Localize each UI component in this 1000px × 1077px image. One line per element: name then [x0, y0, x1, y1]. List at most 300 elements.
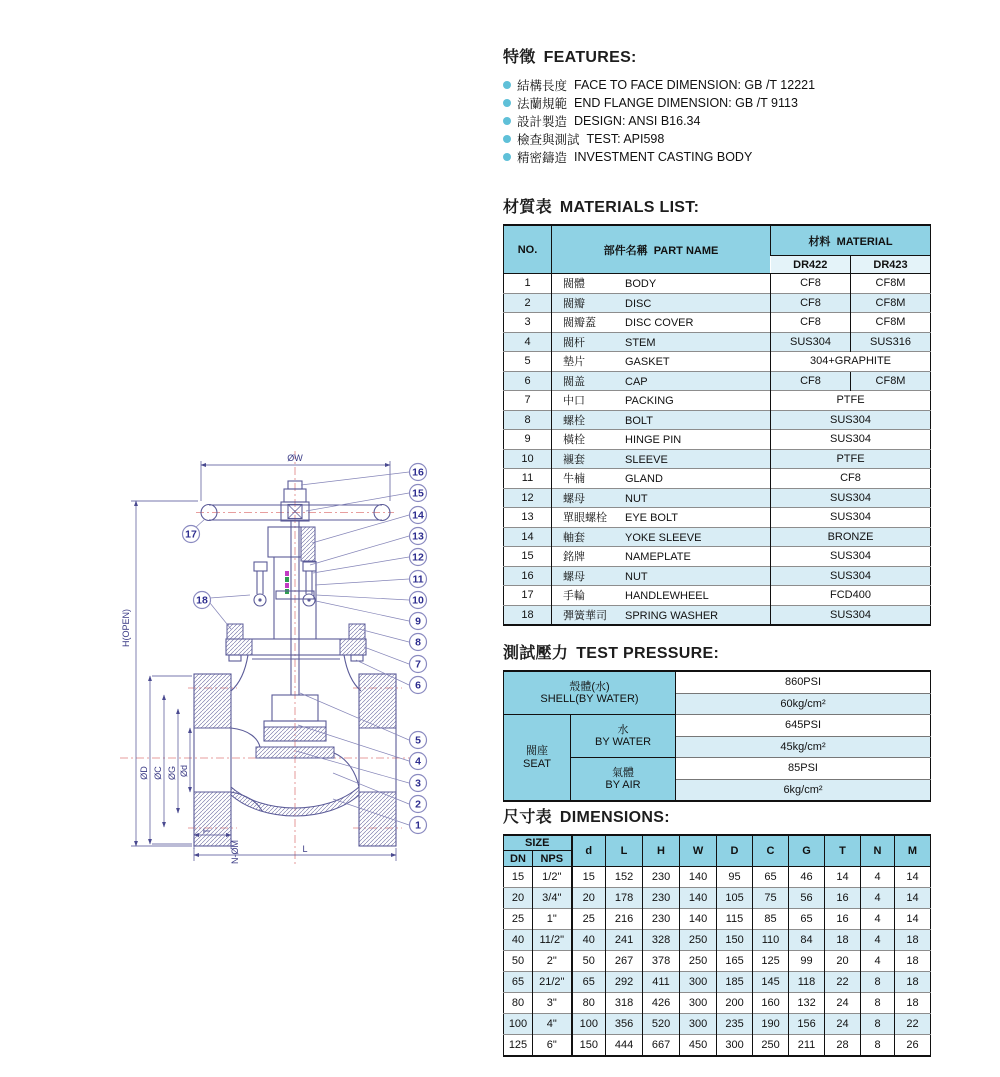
cell-material: SUS304 [771, 547, 931, 567]
cell: 267 [606, 951, 643, 972]
cell: 26 [895, 1035, 931, 1057]
cell-material: SUS304 [771, 332, 851, 352]
cell: 11/2" [533, 930, 572, 951]
col-header-G: G [789, 835, 825, 867]
callout-8 [410, 634, 427, 651]
callout-16 [410, 464, 427, 481]
cell: 140 [680, 909, 717, 930]
cell: 65 [753, 867, 789, 888]
cell: 250 [680, 930, 717, 951]
cell: 300 [717, 1035, 753, 1057]
feature-item [503, 76, 943, 94]
cell-no: 14 [504, 527, 552, 547]
cell: 80 [572, 993, 606, 1014]
col-header-grade2: DR423 [851, 256, 931, 274]
cell: 411 [643, 972, 680, 993]
cell: 140 [680, 867, 717, 888]
cell-no: 13 [504, 508, 552, 528]
cell-material: CF8 [771, 313, 851, 333]
cell: 300 [680, 972, 717, 993]
svg-text:3: 3 [415, 777, 421, 790]
seat-air-label-cell: 氣體 BY AIR [571, 758, 676, 802]
features-title [503, 44, 943, 67]
cell: 18 [895, 951, 931, 972]
callout-15 [410, 485, 427, 502]
cell: 292 [606, 972, 643, 993]
feature-item [503, 130, 943, 148]
cell: 14 [895, 867, 931, 888]
cell: 444 [606, 1035, 643, 1057]
cell-material: PTFE [771, 391, 931, 411]
cell-no: 11 [504, 469, 552, 489]
cell-material: SUS304 [771, 430, 931, 450]
materials-title [503, 194, 931, 217]
callout-4 [410, 753, 427, 770]
shell-kg-value: 60kg/cm² [676, 693, 931, 715]
col-header-grade1: DR422 [771, 256, 851, 274]
cell-part-name: 牛楠 GLAND [552, 469, 771, 489]
svg-text:1: 1 [415, 819, 421, 832]
svg-text:18: 18 [196, 594, 208, 607]
materials-title-zh: 材質表 [503, 199, 552, 216]
col-header-D: D [717, 835, 753, 867]
test-pressure-section [503, 640, 931, 802]
table-row [504, 527, 931, 547]
feature-zh: 法蘭規範 [517, 97, 568, 111]
cell-material: SUS304 [771, 605, 931, 625]
cell-no: 2 [504, 293, 552, 313]
cell: 15 [572, 867, 606, 888]
cell: 3" [533, 993, 572, 1014]
features-title-en: FEATURES: [543, 49, 637, 66]
table-row [504, 391, 931, 411]
cell: 132 [789, 993, 825, 1014]
svg-text:14: 14 [412, 509, 424, 522]
cell: 230 [643, 888, 680, 909]
table-row [504, 430, 931, 450]
callout-5 [410, 732, 427, 749]
col-header-material: 材料 MATERIAL [771, 225, 931, 256]
cell: 140 [680, 888, 717, 909]
test-pressure-title [503, 640, 931, 663]
table-row [504, 449, 931, 469]
cell: 46 [789, 867, 825, 888]
cell: 40 [572, 930, 606, 951]
cell: 4 [861, 909, 895, 930]
callout-12 [410, 549, 427, 566]
cell: 160 [753, 993, 789, 1014]
seat-water-psi-value: 645PSI [676, 715, 931, 737]
cell: 318 [606, 993, 643, 1014]
features-title-zh: 特徵 [503, 49, 536, 66]
callout-balloons [183, 464, 427, 834]
cell: 185 [717, 972, 753, 993]
cell-part-name: 閥瓣 DISC [552, 293, 771, 313]
cell: 1" [533, 909, 572, 930]
cell-part-name: 手輪 HANDLEWHEEL [552, 586, 771, 606]
valve-drawing [98, 443, 445, 875]
seat-air-psi-value: 85PSI [676, 758, 931, 780]
bullet-icon [503, 135, 511, 143]
cell-material: PTFE [771, 449, 931, 469]
shell-label-cell: 殼體(水) SHELL(BY WATER) [504, 671, 676, 715]
dimensions-title [503, 804, 931, 827]
cell-part-name: 閥瓣蓋 DISC COVER [552, 313, 771, 333]
cell: 28 [825, 1035, 861, 1057]
cell: 105 [717, 888, 753, 909]
cell-part-name: 軸套 YOKE SLEEVE [552, 527, 771, 547]
cell-material: CF8M [851, 274, 931, 294]
seat-water-kg-value: 45kg/cm² [676, 736, 931, 758]
cell: 250 [753, 1035, 789, 1057]
cell: 22 [895, 1014, 931, 1035]
cell-no: 8 [504, 410, 552, 430]
cell-material: SUS304 [771, 410, 931, 430]
table-row [504, 972, 931, 993]
dim-label-c: ØC [153, 766, 163, 780]
cell: 40 [504, 930, 533, 951]
dim-label-w: ØW [287, 453, 303, 463]
cell: 24 [825, 993, 861, 1014]
cell: 178 [606, 888, 643, 909]
cell-material: 304+GRAPHITE [771, 352, 931, 372]
cell: 216 [606, 909, 643, 930]
cell: 18 [895, 993, 931, 1014]
cell: 18 [825, 930, 861, 951]
materials-title-en: MATERIALS LIST: [559, 199, 700, 216]
cell: 25 [572, 909, 606, 930]
cell-no: 6 [504, 371, 552, 391]
cell: 20 [572, 888, 606, 909]
cell-no: 5 [504, 352, 552, 372]
callout-9 [410, 613, 427, 630]
table-row [504, 371, 931, 391]
table-row [504, 1035, 931, 1057]
cell-no: 7 [504, 391, 552, 411]
cell: 14 [825, 867, 861, 888]
cell-no: 18 [504, 605, 552, 625]
svg-text:6: 6 [415, 679, 421, 692]
dimensions-table [503, 834, 931, 1057]
cell-material: CF8 [771, 274, 851, 294]
seat [256, 747, 334, 758]
table-row [504, 909, 931, 930]
col-header-C: C [753, 835, 789, 867]
cell: 15 [511, 871, 525, 883]
cell: 200 [717, 993, 753, 1014]
cell-material: CF8 [771, 469, 931, 489]
cell-no: 15 [504, 547, 552, 567]
feature-en: END FLANGE DIMENSION: GB /T 9113 [574, 96, 798, 110]
table-row [504, 547, 931, 567]
cell: 300 [680, 1014, 717, 1035]
bullet-icon [503, 99, 511, 107]
cell: 6" [533, 1035, 572, 1057]
bullet-icon [503, 153, 511, 161]
callout-14 [410, 507, 427, 524]
table-row [504, 1014, 931, 1035]
cell: 22 [825, 972, 861, 993]
feature-en: TEST: API598 [586, 132, 665, 146]
dimensions-table-body [504, 867, 931, 1057]
cell-part-name: 墊片 GASKET [552, 352, 771, 372]
cell: 115 [717, 909, 753, 930]
cell-no: 3 [504, 313, 552, 333]
cell: 8 [861, 972, 895, 993]
cell: 450 [680, 1035, 717, 1057]
cell-material: SUS304 [771, 508, 931, 528]
svg-text:4: 4 [415, 755, 421, 768]
dimensions-section [503, 804, 931, 1057]
dim-label-h-open: H(OPEN) [121, 609, 131, 647]
cell: 16 [825, 888, 861, 909]
dimensions-title-en: DIMENSIONS: [559, 809, 670, 826]
svg-text:11: 11 [412, 573, 424, 586]
cell: 100 [504, 1014, 533, 1035]
bullet-icon [503, 81, 511, 89]
bonnet-bolt-right [349, 624, 365, 639]
cell: 14 [895, 888, 931, 909]
cell: 125 [753, 951, 789, 972]
cell: 520 [643, 1014, 680, 1035]
callout-11 [410, 571, 427, 588]
cell: 241 [606, 930, 643, 951]
svg-text:8: 8 [415, 636, 421, 649]
feature-item [503, 148, 943, 166]
cell: 145 [753, 972, 789, 993]
cell: 65 [504, 972, 533, 993]
cell-part-name: 襯套 SLEEVE [552, 449, 771, 469]
table-row [504, 352, 931, 372]
cell: 125 [504, 1035, 533, 1057]
cell: 8 [861, 993, 895, 1014]
col-header-d: d [572, 835, 606, 867]
cell: 190 [753, 1014, 789, 1035]
cell: 95 [717, 867, 753, 888]
cell: 18 [895, 930, 931, 951]
svg-text:9: 9 [415, 615, 421, 628]
cell-part-name: 中口 PACKING [552, 391, 771, 411]
cell-part-name: 閥杆 STEM [552, 332, 771, 352]
callout-2 [410, 796, 427, 813]
bullet-icon [503, 117, 511, 125]
cell-part-name: 閥體 BODY [552, 274, 771, 294]
test-pressure-table [503, 670, 931, 802]
dim-label-n-m: N-ØM [230, 840, 240, 864]
cell-material: CF8M [851, 313, 931, 333]
cell-part-name: 閥盖 CAP [552, 371, 771, 391]
col-header-part-name: 部件名稱 PART NAME [552, 225, 771, 274]
cell: 56 [789, 888, 825, 909]
col-header-N: N [861, 835, 895, 867]
cell: 84 [789, 930, 825, 951]
callout-10 [410, 592, 427, 609]
table-row [504, 993, 931, 1014]
valve-body [194, 655, 396, 846]
cell-material: SUS304 [771, 566, 931, 586]
seat-air-kg-value: 6kg/cm² [676, 779, 931, 801]
col-header-no: NO. [504, 225, 552, 274]
cell: 230 [643, 909, 680, 930]
cell-material: BRONZE [771, 527, 931, 547]
svg-text:13: 13 [412, 530, 424, 543]
callout-17 [183, 526, 200, 543]
feature-zh: 設計製造 [517, 115, 568, 129]
cell: 50 [504, 951, 533, 972]
cell: 8 [861, 1014, 895, 1035]
cell-material: CF8 [771, 293, 851, 313]
table-row [504, 313, 931, 333]
dim-label-g: ØG [167, 765, 177, 781]
feature-zh: 精密鑄造 [517, 151, 568, 165]
callout-7 [410, 656, 427, 673]
callout-1 [410, 817, 427, 834]
cell: 16 [825, 909, 861, 930]
cell-no: 1 [524, 277, 531, 290]
cell: 150 [572, 1035, 606, 1057]
table-row [504, 293, 931, 313]
cell: 328 [643, 930, 680, 951]
col-header-W: W [680, 835, 717, 867]
cell: 65 [789, 909, 825, 930]
dim-label-l: L [302, 844, 308, 854]
seat-water-label-cell: 水 BY WATER [571, 715, 676, 758]
cell: 4 [861, 930, 895, 951]
dim-label-t: T [202, 828, 212, 834]
cell: 110 [753, 930, 789, 951]
svg-text:12: 12 [412, 551, 424, 564]
test-pressure-title-zh: 測試壓力 [503, 645, 569, 662]
table-row [504, 930, 931, 951]
cell: 250 [680, 951, 717, 972]
cell: 85 [753, 909, 789, 930]
cell: 20 [504, 888, 533, 909]
cell-material: CF8 [771, 371, 851, 391]
dimensions-table-head [504, 835, 931, 867]
cell-part-name: 橫栓 HINGE PIN [552, 430, 771, 450]
cell-part-name: 銘牌 NAMEPLATE [552, 547, 771, 567]
cell: 75 [753, 888, 789, 909]
table-row [504, 488, 931, 508]
cell: 99 [789, 951, 825, 972]
test-pressure-title-en: TEST PRESSURE: [576, 645, 720, 662]
cell: 230 [643, 867, 680, 888]
svg-text:5: 5 [415, 734, 421, 747]
cell-material: CF8M [851, 293, 931, 313]
bonnet-bolt-left [227, 624, 243, 639]
callout-13 [410, 528, 427, 545]
col-header-T: T [825, 835, 861, 867]
materials-section [503, 194, 931, 626]
table-row [504, 586, 931, 606]
yoke-sleeve [301, 527, 315, 561]
dim-label-d-outer: ØD [139, 766, 149, 780]
table-row [504, 951, 931, 972]
cell: 4" [533, 1014, 572, 1035]
cell-part-name: 單眼螺栓 EYE BOLT [552, 508, 771, 528]
cell: 18 [895, 972, 931, 993]
cell-part-name: 螺母 NUT [552, 566, 771, 586]
seat-label-cell: 閥座 SEAT [504, 715, 571, 802]
cell: 20 [825, 951, 861, 972]
cell: 211 [789, 1035, 825, 1057]
col-header-size: SIZE [504, 835, 572, 851]
cell-part-name: 螺母 NUT [552, 488, 771, 508]
features-list [503, 76, 943, 166]
table-row [504, 469, 931, 489]
cell: 80 [504, 993, 533, 1014]
cell: 50 [572, 951, 606, 972]
features-section [503, 44, 943, 166]
cell-no: 16 [504, 566, 552, 586]
cell: 165 [717, 951, 753, 972]
feature-item [503, 112, 943, 130]
materials-table-body [504, 274, 931, 626]
feature-zh: 結構長度 [517, 79, 568, 93]
cell-no: 10 [504, 449, 552, 469]
table-row [504, 332, 931, 352]
cell: 426 [643, 993, 680, 1014]
col-header-H: H [643, 835, 680, 867]
col-header-M: M [895, 835, 931, 867]
bonnet-flange [226, 624, 366, 661]
dimensions-title-zh: 尺寸表 [503, 809, 552, 826]
cell: 378 [643, 951, 680, 972]
cell-material: SUS316 [851, 332, 931, 352]
cell: 118 [789, 972, 825, 993]
cell-no: 9 [504, 430, 552, 450]
svg-text:16: 16 [412, 466, 424, 479]
svg-text:7: 7 [415, 658, 421, 671]
cell: 152 [606, 867, 643, 888]
cell: 150 [717, 930, 753, 951]
svg-text:17: 17 [185, 528, 197, 541]
table-row [504, 410, 931, 430]
svg-text:2: 2 [415, 798, 421, 811]
dim-label-d-bore: Ød [179, 764, 189, 778]
cell-material: FCD400 [771, 586, 931, 606]
cell: 667 [643, 1035, 680, 1057]
feature-en: INVESTMENT CASTING BODY [574, 150, 753, 164]
stem-and-yoke [254, 521, 316, 695]
cell: 4 [861, 951, 895, 972]
cell: 21/2" [533, 972, 572, 993]
cell: 356 [606, 1014, 643, 1035]
cell: 100 [572, 1014, 606, 1035]
cell: 156 [789, 1014, 825, 1035]
callout-18 [194, 592, 211, 609]
table-row [504, 605, 931, 625]
cell-material: SUS304 [771, 488, 931, 508]
callout-3 [410, 775, 427, 792]
table-row [504, 566, 931, 586]
cell: 24 [825, 1014, 861, 1035]
cell: 2" [533, 951, 572, 972]
feature-en: FACE TO FACE DIMENSION: GB /T 12221 [574, 78, 816, 92]
svg-text:10: 10 [412, 594, 424, 607]
feature-zh: 檢查與測試 [517, 133, 580, 147]
cell: 4 [861, 888, 895, 909]
col-header-dn: DN [504, 851, 533, 867]
cell: 1/2" [533, 867, 572, 888]
cell: 4 [861, 867, 895, 888]
table-row [504, 867, 931, 888]
table-row [504, 274, 931, 294]
feature-item [503, 94, 943, 112]
cell: 300 [680, 993, 717, 1014]
cell-part-name: 彈簧華司 SPRING WASHER [552, 605, 771, 625]
materials-table [503, 224, 931, 626]
